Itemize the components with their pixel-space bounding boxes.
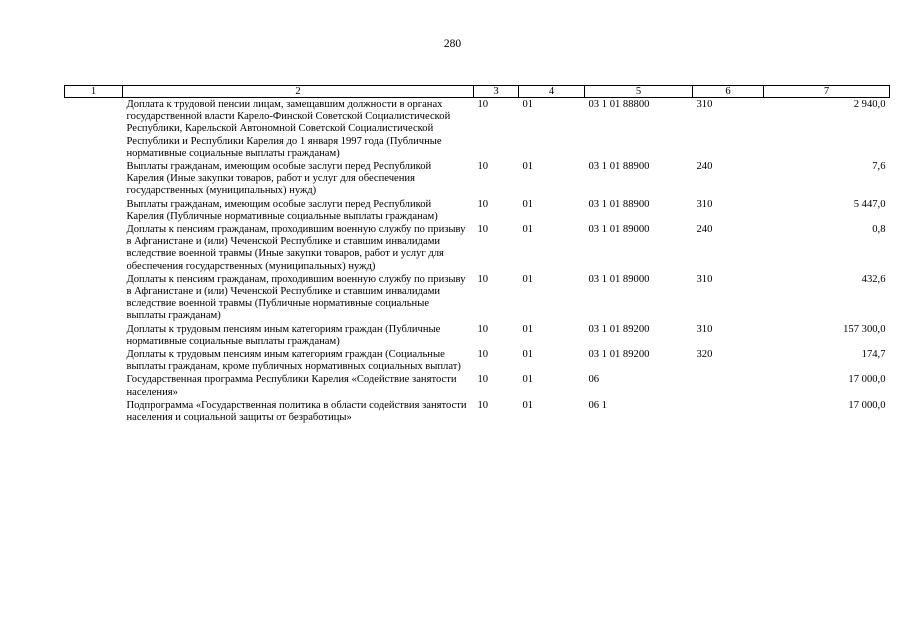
column-header: 4 [519,86,585,98]
expense-type-code: 310 [696,323,713,335]
expense-type-code: 310 [696,273,713,285]
table-row [65,273,890,323]
target-article-code: 03 1 01 89000 [588,224,650,236]
section-code: 10 [477,161,489,173]
row-number-cell [65,323,123,348]
expense-name: Выплаты гражданам, имеющим особые заслуги перед Республикой Карелия (Публичные нормативные социальные выплаты гражданам) [126,198,438,222]
column-header: 5 [585,86,693,98]
column-header: 2 [123,86,474,98]
column-header: 3 [474,86,519,98]
table-row [65,323,890,348]
budget-table [64,85,890,424]
row-number-cell [65,98,123,161]
table-row [65,348,890,373]
target-article-code: 03 1 01 88900 [588,161,650,173]
table-row [65,98,890,161]
section-code: 10 [477,273,489,285]
section-code: 10 [477,224,489,236]
target-article-code: 03 1 01 88800 [588,99,650,110]
expense-type-code: 310 [696,198,713,210]
subsection-code: 01 [522,161,534,173]
table-row [65,399,890,424]
amount: 432,6 [861,273,886,285]
section-code: 10 [477,349,489,361]
row-number-cell [65,273,123,323]
row-number-cell [65,399,123,424]
target-article-code: 06 [588,374,600,386]
expense-type-code: 240 [696,224,713,236]
table-row [65,223,890,273]
amount: 5 447,0 [853,198,886,210]
row-number-cell [65,348,123,373]
subsection-code: 01 [522,399,534,411]
subsection-code: 01 [522,374,534,386]
table-row [65,373,890,398]
expense-name: Доплаты к трудовым пенсиям иным категориям граждан (Публичные нормативные социальные выплаты гражданам) [126,323,441,347]
row-number-cell [65,198,123,223]
amount: 17 000,0 [848,374,886,386]
subsection-code: 01 [522,198,534,210]
page-number: 280 [443,38,462,50]
expense-name: Доплаты к пенсиям гражданам, проходившим военную службу по призыву в Афганистане и (или) Чеченской Республике и ставшим инвалидами вследствие военной травмы (Публичные нормативные социальные выплаты гражданам) [126,273,466,322]
section-code: 10 [477,99,489,110]
amount: 17 000,0 [848,399,886,411]
table-row [65,160,890,198]
subsection-code: 01 [522,224,534,236]
target-article-code: 03 1 01 89200 [588,323,650,335]
target-article-code: 03 1 01 88900 [588,198,650,210]
subsection-code: 01 [522,99,534,110]
table-row [65,198,890,223]
subsection-code: 01 [522,323,534,335]
row-number-cell [65,160,123,198]
expense-type-code [693,373,764,398]
column-header: 7 [764,86,890,98]
amount: 0,8 [872,224,886,236]
subsection-code: 01 [522,273,534,285]
expense-name: Доплаты к пенсиям гражданам, проходившим военную службу по призыву в Афганистане и (или) Чеченской Республике и ставшим инвалидами вследствие военной травмы (Иные закупки товаров, работ и услуг для обеспечения государственных (муниципальных) нужд) [126,224,466,272]
subsection-code: 01 [522,349,534,361]
amount: 7,6 [872,161,886,173]
row-number-cell [65,223,123,273]
expense-name: Доплаты к трудовым пенсиям иным категориям граждан (Социальные выплаты гражданам, кроме публичных нормативных социальных выплат) [126,349,461,373]
expense-name: Государственная программа Республики Карелия «Содействие занятости населения» [126,374,457,398]
row-number-cell [65,373,123,398]
amount: 157 300,0 [843,323,886,335]
section-code: 10 [477,399,489,411]
section-code: 10 [477,198,489,210]
expense-name: Выплаты гражданам, имеющим особые заслуги перед Республикой Карелия (Иные закупки товаров, работ и услуг для обеспечения государственных (муниципальных) нужд) [126,161,432,197]
amount: 174,7 [861,349,886,361]
expense-type-code: 240 [696,161,713,173]
column-header: 6 [693,86,764,98]
expense-type-code [693,399,764,424]
section-code: 10 [477,374,489,386]
target-article-code: 06 1 [588,399,608,411]
expense-name: Доплата к трудовой пенсии лицам, замещавшим должности в органах государственной власти Карело-Финской Советской Социалистической Республики, Карельской Автономной Советской Социалистической Республики и Республики Карелия до 1 января 1997 года (Публичные нормативные социальные выплаты гражданам) [126,99,451,159]
column-header: 1 [65,86,123,98]
column-number-row [65,86,890,98]
expense-name: Подпрограмма «Государственная политика в области содействия занятости населения и социальной защиты от безработицы» [126,399,467,424]
target-article-code: 03 1 01 89000 [588,273,650,285]
expense-type-code: 310 [696,99,713,110]
section-code: 10 [477,323,489,335]
amount: 2 940,0 [853,99,886,110]
expense-type-code: 320 [696,349,713,361]
target-article-code: 03 1 01 89200 [588,349,650,361]
